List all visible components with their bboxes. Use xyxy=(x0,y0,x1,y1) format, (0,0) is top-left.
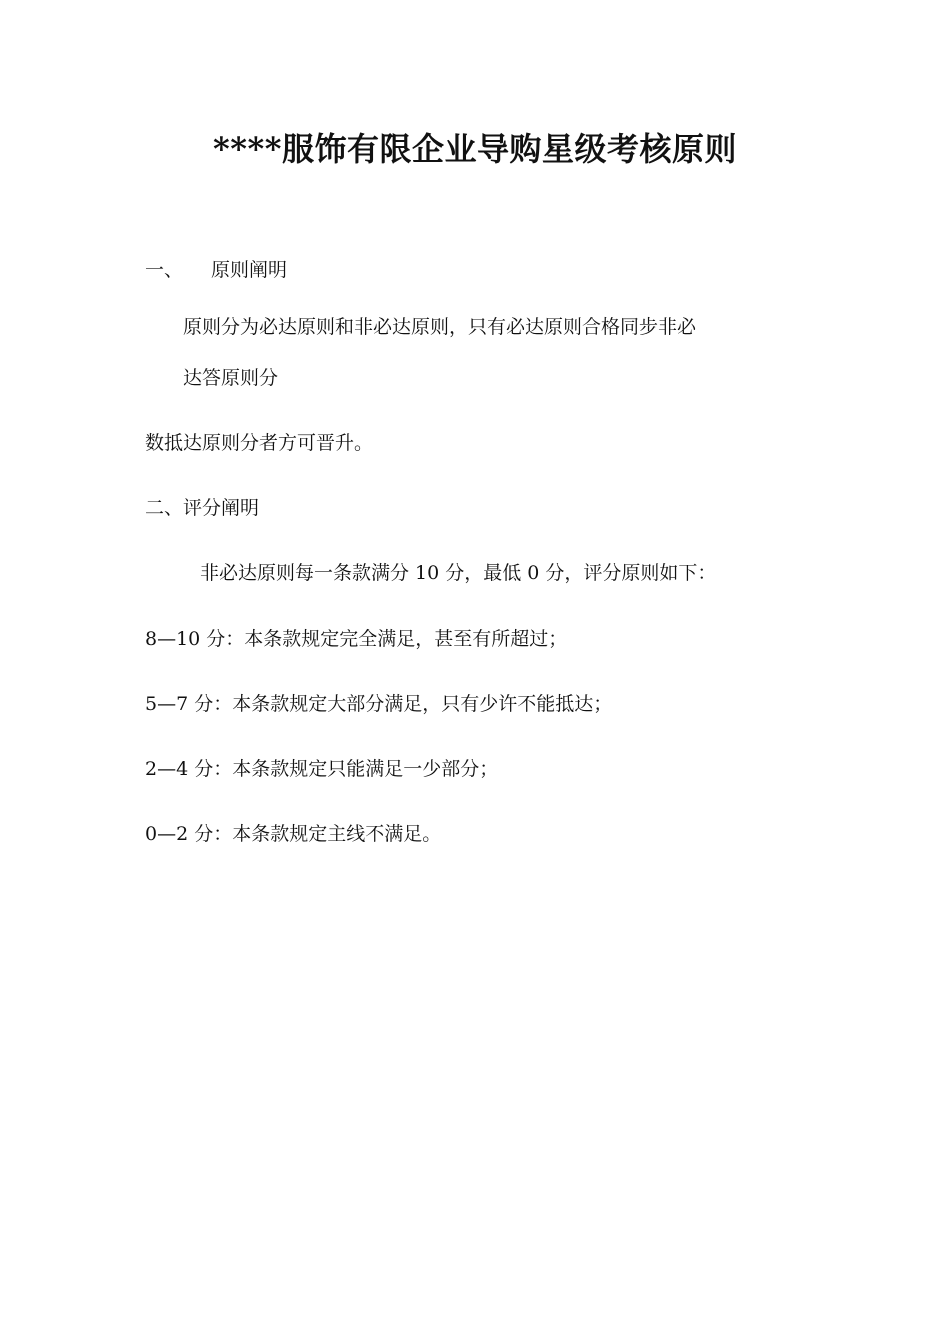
section-1-paragraph-line-3: 数抵达原则分者方可晋升。 xyxy=(145,432,374,454)
scoring-rule-2-4: 2—4 分：本条款规定只能满足一少部分； xyxy=(145,758,499,780)
section-1-paragraph-line-2: 达答原则分 xyxy=(183,367,279,389)
section-2-heading: 二、评分阐明 xyxy=(145,497,260,519)
section-1-heading: 原则阐明 xyxy=(211,259,288,281)
scoring-rule-5-7: 5—7 分：本条款规定大部分满足，只有少许不能抵达； xyxy=(145,693,613,715)
section-1-number: 一、 xyxy=(145,259,184,281)
section-2-intro: 非必达原则每一条款满分 10 分，最低 0 分，评分原则如下： xyxy=(200,562,717,584)
section-1-paragraph-line-1: 原则分为必达原则和非必达原则，只有必达原则合格同步非必 xyxy=(183,316,697,338)
scoring-rule-0-2: 0—2 分：本条款规定主线不满足。 xyxy=(145,823,442,845)
document-title: ****服饰有限企业导购星级考核原则 xyxy=(213,130,737,168)
scoring-rule-8-10: 8—10 分：本条款规定完全满足，甚至有所超过； xyxy=(145,628,568,650)
